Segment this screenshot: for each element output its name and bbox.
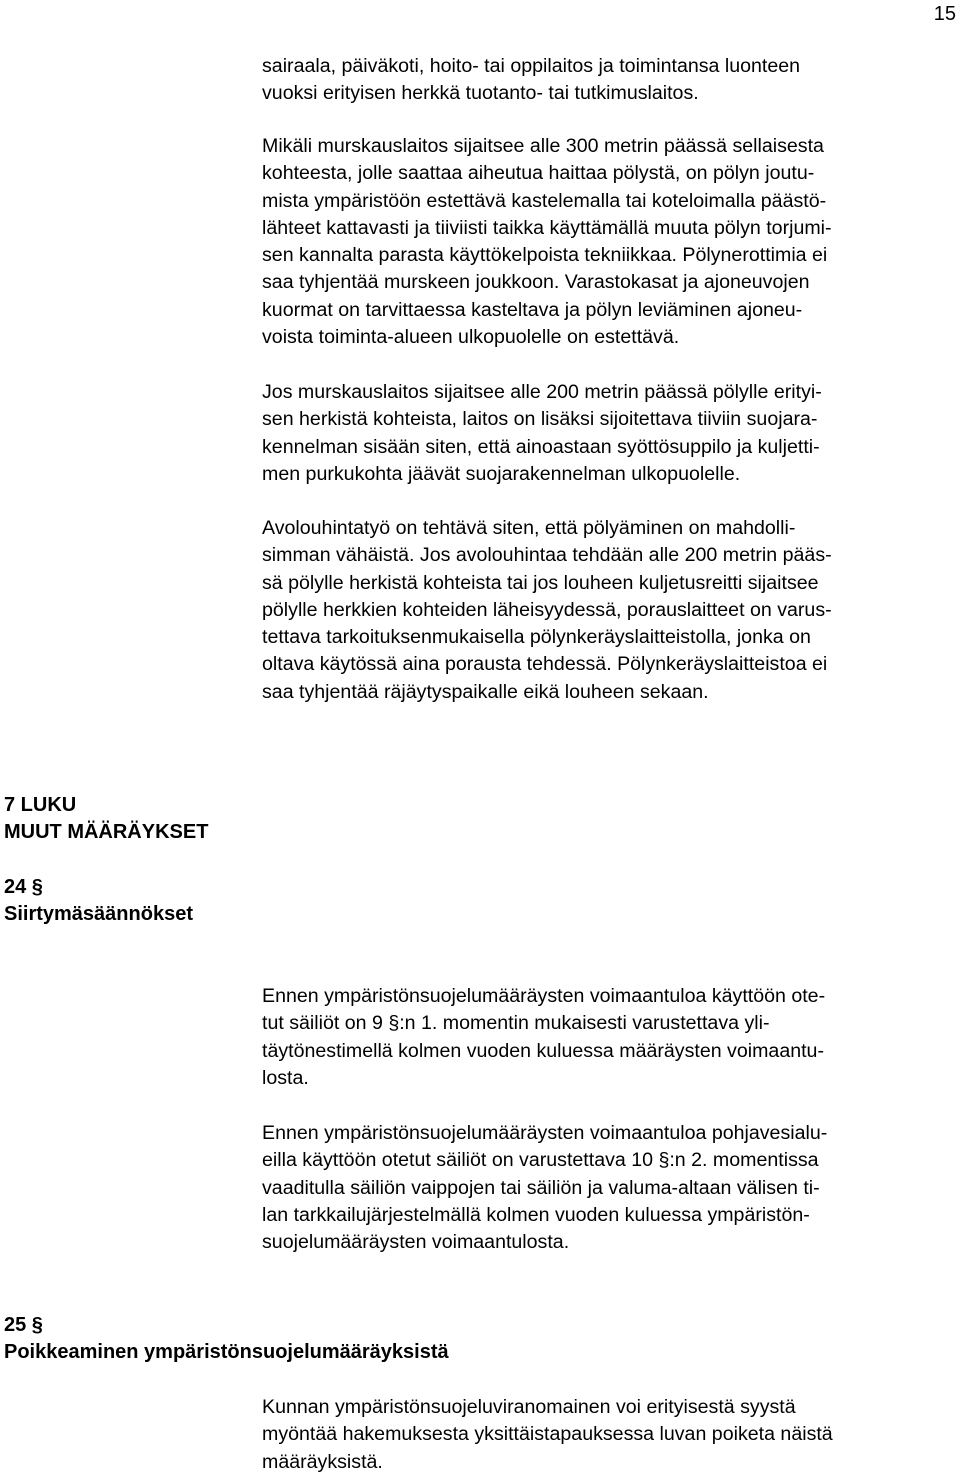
section-25-title: Poikkeaminen ympäristönsuojelumääräyksistä bbox=[4, 1341, 449, 1364]
section-24-title: Siirtymäsäännökset bbox=[4, 903, 193, 926]
chapter-title: MUUT MÄÄRÄYKSET bbox=[4, 821, 209, 844]
section-24-number: 24 § bbox=[4, 876, 43, 898]
section-25-paragraph-1: Kunnan ympäristönsuojeluviranomainen voi erityisestä syystä myöntää hakemuksesta yksittäistapauksessa luvan poiketa näistä määräyksistä. bbox=[262, 1396, 833, 1473]
page-number: 15 bbox=[933, 3, 956, 25]
chapter-number: 7 LUKU bbox=[4, 794, 77, 816]
chapter-heading bbox=[4, 792, 208, 847]
section-25-number: 25 § bbox=[4, 1314, 43, 1336]
section-24-paragraph-1: Ennen ympäristönsuojelumääräysten voimaantuloa käyttöön ote- tut säiliöt on 9 §:n 1. momentin mukaisesti varustettava yli- täytönestimellä kolmen vuoden kuluessa määräysten voimaantu- losta. bbox=[262, 985, 826, 1089]
section-24-heading bbox=[4, 874, 193, 929]
paragraph-sensitive-sites: sairaala, päiväkoti, hoito- tai oppilaitos ja toimintansa luonteen vuoksi erityisen herkkä tuotanto- tai tutkimuslaitos. bbox=[262, 55, 801, 105]
section-24-paragraph-2: Ennen ympäristönsuojelumääräysten voimaantuloa pohjavesialu- eilla käyttöön otetut säiliöt on varustettava 10 §:n 2. momentissa vaaditulla säiliön vaippojen tai säiliön ja valuma-altaan välisen ti- lan tarkkailujärjestelmällä kolmen vuoden kuluessa ympäristön- suojelumääräysten voimaantulosta. bbox=[262, 1122, 828, 1254]
paragraph-crushing-200m: Jos murskauslaitos sijaitsee alle 200 metrin päässä pölylle erityi- sen herkistä kohteista, laitos on lisäksi sijoitettava tiiviin suojara- kennelman sisään siten, että ainoastaan syöttösuppilo ja kuljetti- men purkukohta jäävät suojarakennelman ulkopuolelle. bbox=[262, 381, 822, 485]
paragraph-open-quarrying: Avolouhintatyö on tehtävä siten, että pölyäminen on mahdolli- simman vähäistä. Jos avolouhintaa tehdään alle 200 metrin pääs- sä pölylle herkistä kohteista tai jos louheen kuljetusreitti sijaitsee pölylle herkkien kohteiden läheisyydessä, porauslaitteet on varus- tettava tarkoituksenmukaisella pölynkeräyslaitteistolla, jonka on oltava käytössä aina porausta tehdessä. Pölynkeräyslaitteistoa ei saa tyhjentää räjäytyspaikalle eikä louheen sekaan. bbox=[262, 517, 832, 703]
section-25-heading bbox=[4, 1312, 449, 1367]
paragraph-crushing-300m: Mikäli murskauslaitos sijaitsee alle 300 metrin päässä sellaisesta kohteesta, jolle saattaa aiheutua haittaa pölystä, on pölyn joutu- mista ympäristöön estettävä kastelemalla tai koteloimalla päästö- lähteet kattavasti ja tiiviisti taikka käyttämällä muuta pölyn torjumi- sen kannalta parasta käyttökelpoista tekniikkaa. Pölynerottimia ei saa tyhjentää murskeen joukkoon. Varastokasat ja ajoneuvojen kuormat on tarvittaessa kasteltava ja pölyn leviäminen ajoneu- voista toiminta-alueen ulkopuolelle on estettävä. bbox=[262, 135, 832, 349]
